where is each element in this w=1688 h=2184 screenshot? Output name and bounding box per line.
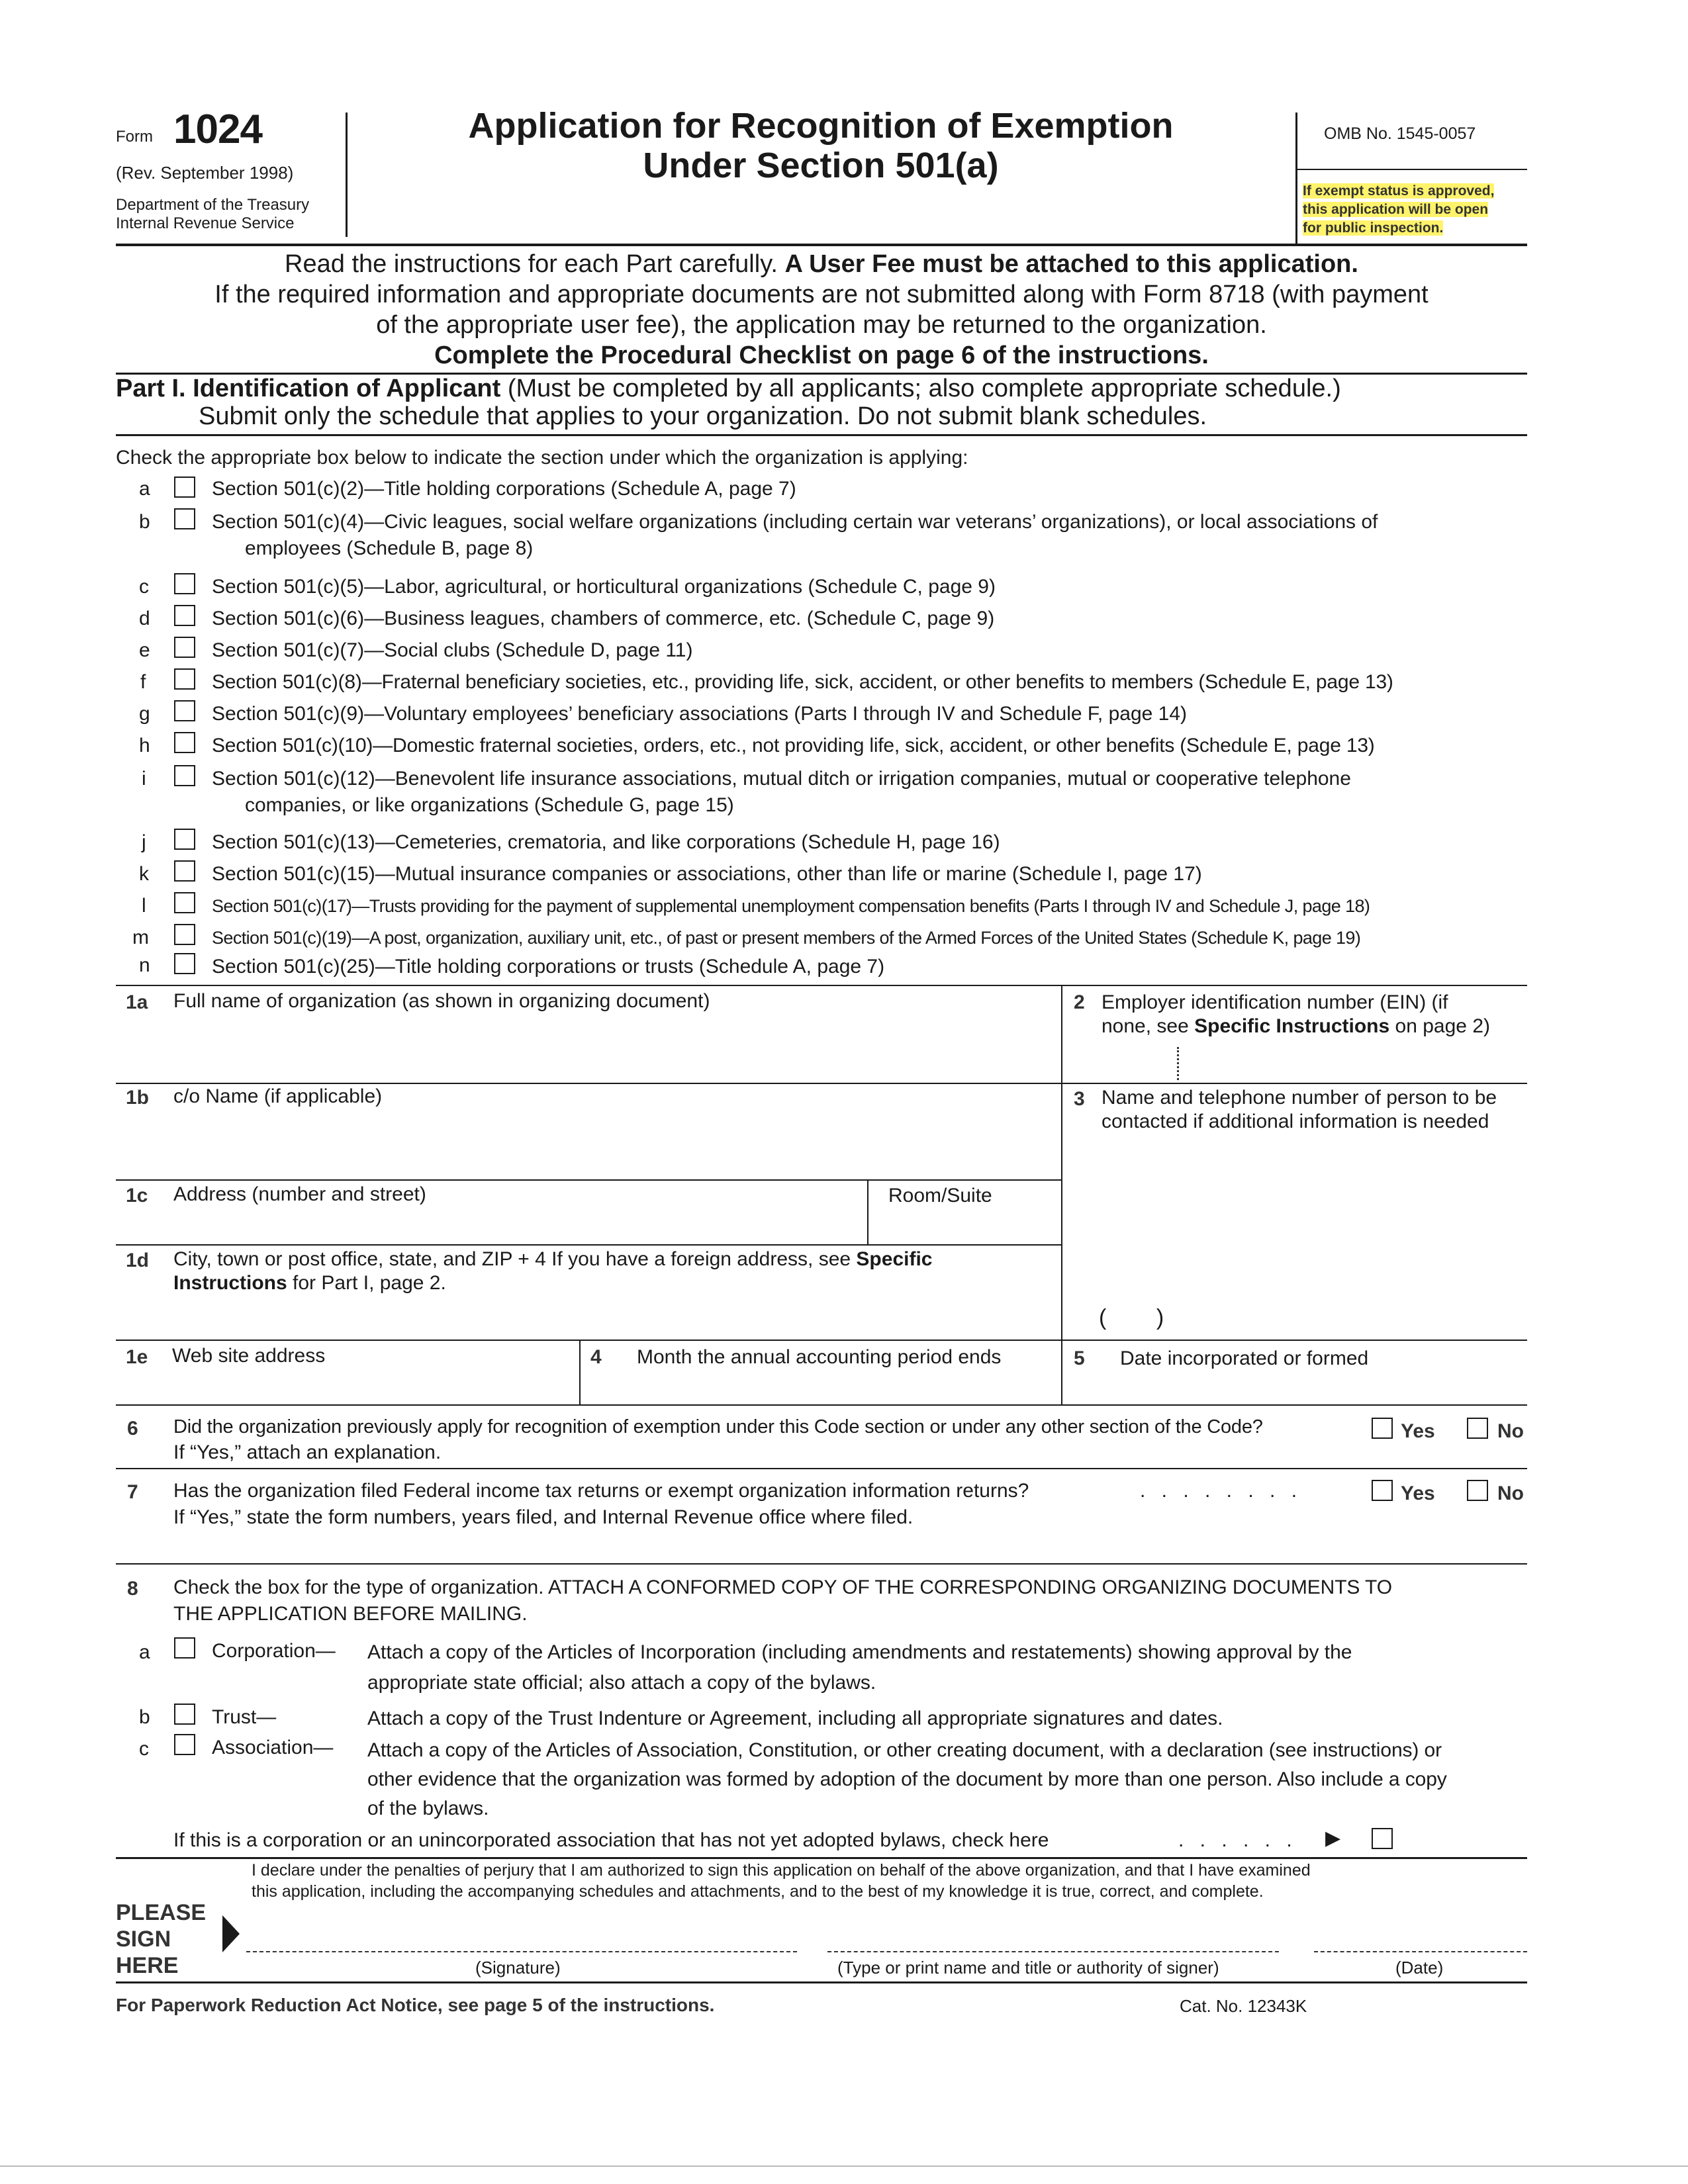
signature-caption: (Signature) [475, 1958, 561, 1978]
field-label: Room/Suite [888, 1185, 992, 1206]
section-checkbox-d[interactable] [174, 605, 195, 626]
org-type-label: Association— [212, 1737, 334, 1758]
part1-title-note: (Must be completed by all applicants; also complete appropriate schedule.) [507, 375, 1341, 402]
org-type-letter: b [139, 1706, 150, 1728]
question-text-line-2: If “Yes,” attach an explanation. [173, 1441, 442, 1463]
field-number: 4 [590, 1346, 602, 1368]
department-label: Department of the Treasury [116, 196, 310, 214]
section-checkbox-k[interactable] [174, 860, 195, 882]
grid-top-rule [116, 985, 1527, 986]
question-text: Did the organization previously apply for recognition of exemption under this Code section or under any other section of the Code? [173, 1416, 1263, 1437]
field-label: Name and telephone number of person to be [1102, 1087, 1497, 1109]
org-type-letter: a [139, 1641, 150, 1663]
section-letter: d [139, 608, 150, 629]
field-number: 1d [126, 1250, 150, 1271]
section-text: Section 501(c)(10)—Domestic fraternal societies, orders, etc., not providing life, sick, accident, or other benefits (Schedule E, page 13) [212, 735, 1375, 756]
form-title [371, 106, 1271, 185]
q6-yes-checkbox[interactable] [1372, 1418, 1393, 1439]
section-checkbox-m[interactable] [174, 924, 195, 945]
section-letter: g [139, 703, 150, 725]
section-text: Section 501(c)(9)—Voluntary employees’ beneficiary associations (Parts I through IV and Schedule F, page 14) [212, 703, 1188, 725]
section-checkbox-a[interactable] [174, 477, 195, 498]
org-type-text-cont: appropriate state official; also attach a copy of the bylaws. [367, 1672, 876, 1694]
question-text-line-2: If “Yes,” state the form numbers, years filed, and Internal Revenue office where filed. [173, 1506, 914, 1528]
col-divider-4 [579, 1340, 581, 1404]
form-revision: (Rev. September 1998) [116, 163, 294, 183]
field-label: Month the annual accounting period ends [637, 1346, 1002, 1368]
grid-col-divider [1061, 985, 1062, 1404]
section-checkbox-j[interactable] [174, 829, 195, 850]
question-number: 7 [127, 1481, 138, 1503]
section-text: Section 501(c)(6)—Business leagues, chambers of commerce, etc. (Schedule C, page 9) [212, 608, 995, 629]
section-checkbox-h[interactable] [174, 732, 195, 753]
org-type-text: Attach a copy of the Articles of Association, Constitution, or other creating document, with a declaration (see instructions) or [367, 1739, 1442, 1761]
q7-yes-checkbox[interactable] [1372, 1480, 1393, 1501]
form-number: 1024 [173, 107, 262, 152]
intro-line-2: If the required information and appropriate documents are not submitted along with Form 8718 (with payment [214, 281, 1429, 308]
section-letter: m [132, 927, 149, 948]
section-letter: n [139, 954, 150, 976]
page-bottom-edge [0, 2165, 1688, 2167]
section-text: Section 501(c)(25)—Title holding corporations or trusts (Schedule A, page 7) [212, 956, 885, 978]
question-number: 8 [127, 1578, 138, 1600]
section-checkbox-b[interactable] [174, 508, 195, 529]
row-rule-6 [116, 1404, 1527, 1406]
section-letter: a [139, 478, 150, 500]
q7-no-label: No [1497, 1482, 1524, 1504]
section-letter: l [142, 895, 146, 917]
header-divider-right [1295, 113, 1297, 245]
check-intro: Check the appropriate box below to indicate the section under which the organization is applying: [116, 447, 968, 469]
omb-number: OMB No. 1545-0057 [1324, 124, 1476, 143]
sign-here-arrow-icon [221, 1914, 241, 1954]
field-label: c/o Name (if applicable) [173, 1085, 383, 1107]
public-notice-line-1: If exempt status is approved, [1303, 183, 1495, 199]
association-checkbox[interactable] [174, 1734, 195, 1755]
catalog-number: Cat. No. 12343K [1180, 1996, 1307, 2016]
title-line-1: Application for Recognition of Exemption [468, 106, 1174, 146]
question-text-line-2: THE APPLICATION BEFORE MAILING. [173, 1603, 528, 1625]
public-notice-line-2: this application will be open [1303, 202, 1489, 217]
section-checkbox-f[interactable] [174, 668, 195, 690]
q6-no-checkbox[interactable] [1467, 1418, 1488, 1439]
section-checkbox-l[interactable] [174, 892, 195, 913]
org-type-label: Corporation— [212, 1640, 336, 1662]
title-line-2: Under Section 501(a) [643, 146, 999, 185]
field-label: Employer identification number (EIN) (if [1102, 991, 1448, 1013]
section-text: Section 501(c)(7)—Social clubs (Schedule D, page 11) [212, 639, 693, 661]
form-label: Form [116, 128, 153, 146]
part1-bottom-rule [116, 434, 1527, 436]
org-type-text: Attach a copy of the Articles of Incorporation (including amendments and restatements) showing approval by the [367, 1641, 1352, 1663]
section-text-cont: employees (Schedule B, page 8) [245, 537, 534, 559]
q6-no-label: No [1497, 1420, 1524, 1442]
section-letter: e [139, 639, 150, 661]
trust-checkbox[interactable] [174, 1704, 195, 1725]
section-checkbox-c[interactable] [174, 573, 195, 594]
field-number: 1e [126, 1346, 148, 1368]
section-letter: f [140, 671, 146, 693]
date-caption: (Date) [1395, 1958, 1444, 1978]
header-bottom-rule [116, 244, 1527, 246]
omb-rule [1295, 169, 1527, 170]
question-number: 6 [127, 1418, 138, 1439]
field-label-line-2: contacted if additional information is needed [1102, 1111, 1489, 1132]
field-number: 3 [1074, 1088, 1085, 1110]
signature-top-rule [116, 1857, 1527, 1859]
header-divider-left [346, 113, 348, 237]
paperwork-notice: For Paperwork Reduction Act Notice, see page 5 of the instructions. [116, 1995, 715, 2015]
field-label: Web site address [172, 1345, 326, 1367]
field-label: Address (number and street) [173, 1183, 426, 1205]
signature-line[interactable] [246, 1951, 797, 1952]
field-label-line-2: Instructions for Part I, page 2. [173, 1272, 446, 1294]
phone-area-code: ( ) [1099, 1305, 1164, 1330]
section-text: Section 501(c)(4)—Civic leagues, social welfare organizations (including certain war veterans’ organizations), or local associations of [212, 511, 1378, 533]
section-checkbox-i[interactable] [174, 765, 195, 786]
section-checkbox-g[interactable] [174, 700, 195, 721]
row-rule-1c [116, 1179, 1062, 1181]
field-label: Full name of organization (as shown in organizing document) [173, 990, 710, 1012]
field-label: City, town or post office, state, and ZIP + 4 If you have a foreign address, see Specific [173, 1248, 933, 1270]
footer-rule [116, 1981, 1527, 1983]
intro-user-fee: A User Fee must be attached to this application. [784, 250, 1358, 278]
section-letter: h [139, 735, 150, 756]
field-number: 1a [126, 991, 148, 1013]
please-sign-here: PLEASE SIGN HERE [116, 1900, 207, 1978]
signer-name-caption: (Type or print name and title or authority of signer) [837, 1958, 1219, 1978]
org-type-text-cont: of the bylaws. [367, 1797, 489, 1819]
q7-yes-label: Yes [1401, 1482, 1435, 1504]
field-number: 1b [126, 1087, 150, 1109]
public-notice-line-3: for public inspection. [1303, 220, 1444, 236]
org-type-letter: c [139, 1738, 149, 1760]
section-text: Section 501(c)(12)—Benevolent life insurance associations, mutual ditch or irrigation companies, mutual or cooperative telephone [212, 768, 1351, 790]
part1-heading [116, 375, 1341, 430]
field-label: Date incorporated or formed [1120, 1347, 1369, 1369]
org-type-text: Attach a copy of the Trust Indenture or Agreement, including all appropriate signatures and dates. [367, 1707, 1223, 1729]
signer-name-line[interactable] [827, 1951, 1279, 1952]
field-label-line-2: none, see Specific Instructions on page 2) [1102, 1015, 1490, 1037]
section-text: Section 501(c)(13)—Cemeteries, crematoria, and like corporations (Schedule H, page 16) [212, 831, 1000, 853]
intro-read: Read the instructions for each Part carefully. [285, 250, 778, 278]
section-text: Section 501(c)(17)—Trusts providing for the payment of supplemental unemployment compensation benefits (Parts I through IV and Schedule J, page 18) [212, 896, 1370, 916]
declaration-line-1: I declare under the penalties of perjury that I am authorized to sign this application on behalf of the above organization, and that I have examined [252, 1861, 1311, 1880]
section-letter: c [139, 576, 149, 598]
section-letter: k [139, 863, 149, 885]
section-letter: b [139, 511, 150, 533]
row-rule-1e [116, 1340, 1527, 1341]
corporation-checkbox[interactable] [174, 1637, 195, 1659]
intro-checklist: Complete the Procedural Checklist on page 6 of the instructions. [434, 341, 1209, 369]
bylaws-checkbox[interactable] [1372, 1828, 1393, 1849]
room-divider [867, 1179, 868, 1246]
part1-subtitle: Submit only the schedule that applies to your organization. Do not submit blank schedules. [199, 402, 1207, 430]
section-text: Section 501(c)(15)—Mutual insurance companies or associations, other than life or marine (Schedule I, page 17) [212, 863, 1202, 885]
q7-no-checkbox[interactable] [1467, 1480, 1488, 1501]
org-type-label: Trust— [212, 1706, 277, 1728]
public-inspection-notice [1303, 182, 1494, 238]
irs-label: Internal Revenue Service [116, 214, 295, 232]
q6-yes-label: Yes [1401, 1420, 1435, 1442]
question-text: Has the organization filed Federal income tax returns or exempt organization information returns? [173, 1480, 1029, 1502]
section-text-cont: companies, or like organizations (Schedule G, page 15) [245, 794, 734, 816]
section-checkbox-e[interactable] [174, 637, 195, 658]
row-rule-8 [116, 1563, 1527, 1565]
section-letter: i [142, 768, 146, 790]
declaration-line-2: this application, including the accompanying schedules and attachments, and to the best of my knowledge it is true, correct, and complete. [252, 1882, 1264, 1901]
intro-instructions [116, 249, 1527, 371]
ein-separator [1177, 1047, 1179, 1080]
intro-line-3: of the appropriate user fee), the application may be returned to the organization. [376, 311, 1267, 339]
row-rule-7 [116, 1468, 1527, 1469]
bylaws-text: If this is a corporation or an unincorporated association that has not yet adopted bylaws, check here [173, 1829, 1049, 1851]
arrow-icon: ▶ [1325, 1827, 1341, 1849]
section-letter: j [142, 831, 146, 853]
question-text: Check the box for the type of organization. ATTACH A CONFORMED COPY OF THE CORRESPONDING ORGANIZING DOCUMENTS TO [173, 1576, 1392, 1598]
org-type-text-cont: other evidence that the organization was formed by adoption of the document by more than one person. Also include a copy [367, 1768, 1447, 1790]
field-number: 5 [1074, 1347, 1085, 1369]
date-line[interactable] [1314, 1951, 1527, 1952]
field-number: 2 [1074, 991, 1085, 1013]
section-checkbox-n[interactable] [174, 953, 195, 974]
field-number: 1c [126, 1185, 148, 1206]
section-text: Section 501(c)(19)—A post, organization, auxiliary unit, etc., of past or present members of the Armed Forces of the United States (Schedule K, page 19) [212, 928, 1361, 948]
row-rule-1b [116, 1083, 1527, 1084]
section-text: Section 501(c)(8)—Fraternal beneficiary societies, etc., providing life, sick, accident, or other benefits to members (Schedule E, page 13) [212, 671, 1393, 693]
leader-dots: . . . . . . [1178, 1829, 1297, 1851]
leader-dots: . . . . . . . . [1140, 1480, 1303, 1502]
section-text: Section 501(c)(2)—Title holding corporations (Schedule A, page 7) [212, 478, 796, 500]
part1-title: Part I. Identification of Applicant [116, 375, 501, 402]
row-rule-1d [116, 1244, 1062, 1246]
section-text: Section 501(c)(5)—Labor, agricultural, or horticultural organizations (Schedule C, page 9) [212, 576, 996, 598]
